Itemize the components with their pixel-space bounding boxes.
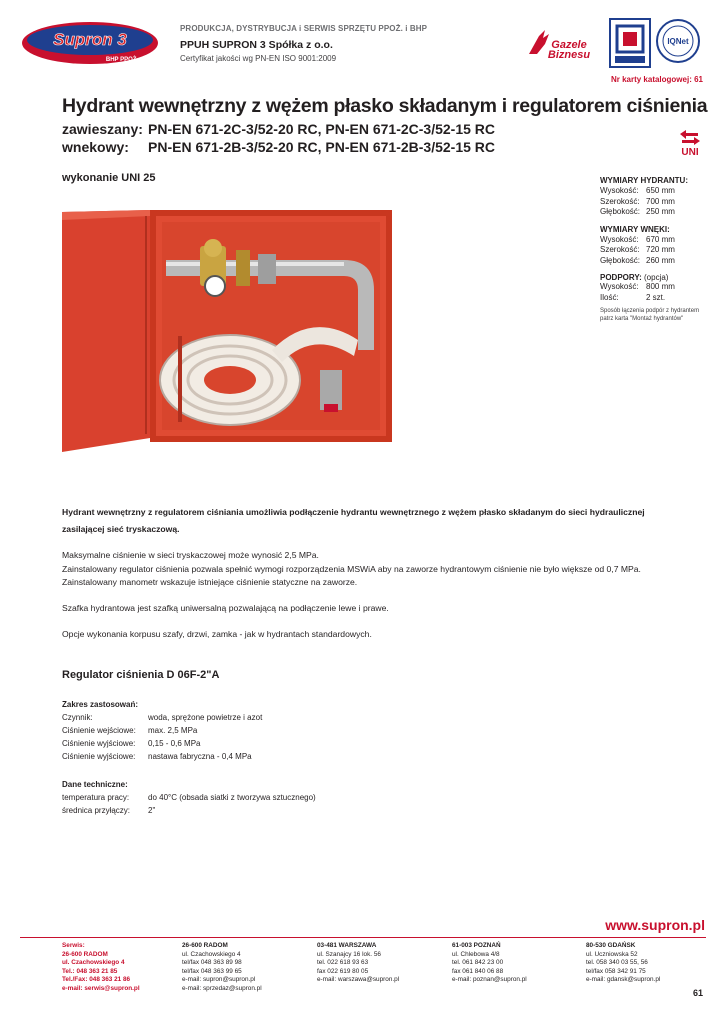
- catalog-number: Nr karty katalogowej: 61: [610, 75, 703, 84]
- footer-line: ul. Czachowskiego 4: [62, 959, 125, 967]
- standard-hanging-label: zawieszany:: [62, 121, 143, 137]
- standard-niche: [62, 139, 495, 155]
- gazele-biznesu-logo: [525, 24, 599, 64]
- row-value: 2": [148, 806, 156, 815]
- footer-gdansk-col: [586, 942, 660, 985]
- row-label: Ciśnienie wyjściowe:: [62, 739, 136, 748]
- intro-paragraph: Hydrant wewnętrzny z regulatorem ciśniania umożliwia podłączenie hydrantu wewnętrznego z wężem płasko składanym do sieci hydraulicznej zasilającej sieć tryskaczową.: [62, 507, 645, 534]
- company-name: PPUH SUPRON 3 Spółka z o.o.: [180, 39, 333, 51]
- variant-label: wykonanie UNI 25: [62, 172, 156, 184]
- standard-niche-label: wnekowy:: [62, 139, 129, 155]
- row-value: woda, sprężone powietrze i azot: [148, 713, 263, 722]
- company-tagline: PRODUKCJA, DYSTRYBUCJA i SERWIS SPRZĘTU PPOŻ. i BHP: [180, 24, 428, 33]
- footer-city: 26-600 RADOM: [182, 942, 228, 949]
- table-row: [62, 724, 262, 737]
- website-link[interactable]: www.supron.pl: [605, 917, 705, 933]
- footer-city: 61-003 POZNAŃ: [452, 942, 501, 949]
- footer-email[interactable]: e-mail: serwis@supron.pl: [62, 984, 140, 992]
- footer-line: fax 061 840 06 88: [452, 967, 504, 975]
- footer-service-col: [62, 942, 140, 994]
- niche-dimensions: [600, 225, 710, 267]
- table-row: [62, 804, 316, 817]
- footer-line: tel. 061 842 23 00: [452, 959, 504, 967]
- supports-dimensions: [600, 273, 710, 303]
- quality-certificate-badge: [609, 18, 651, 68]
- supports-heading: PODPORY:: [600, 273, 642, 282]
- dim-label: Wysokość:: [600, 234, 639, 244]
- footer-email[interactable]: e-mail: gdansk@supron.pl: [586, 976, 661, 984]
- svg-text:IQNet: IQNet: [667, 37, 689, 46]
- hydrant-dimensions: [600, 176, 710, 218]
- row-label: Ciśnienie wyjściowe:: [62, 752, 136, 761]
- standard-niche-value: PN-EN 671-2B-3/52-20 RC, PN-EN 671-2B-3/52-15 RC: [148, 139, 496, 155]
- supron-logo: [20, 20, 160, 66]
- supports-note: Sposób łączenia podpór z hydrantem patrz karta "Montaż hydrantów": [600, 308, 700, 322]
- row-label: Czynnik:: [62, 713, 93, 722]
- footer-line: tel/fax 048 363 89 98: [182, 959, 242, 967]
- dim-value: 250 mm: [646, 207, 675, 216]
- dim-label: Ilość:: [600, 292, 619, 302]
- footer-line: ul. Uczniowska 52: [586, 950, 638, 958]
- uni-coupling-icon: [674, 128, 706, 156]
- dim-label: Głębokość:: [600, 207, 641, 216]
- row-label: Ciśnienie wejściowe:: [62, 726, 136, 735]
- page-title: Hydrant wewnętrzny z wężem płasko składanym i regulatorem ciśnienia: [62, 95, 708, 117]
- footer-line: ul. Szanajcy 16 lok. 56: [317, 950, 381, 958]
- row-value: 0,15 - 0,6 MPa: [148, 739, 201, 748]
- quality-certificate: Certyfikat jakości wg PN-EN ISO 9001:2009: [180, 54, 337, 63]
- niche-dimensions-heading: WYMIARY WNĘKI:: [600, 224, 670, 234]
- table-row: [62, 711, 262, 724]
- iqnet-certificate-badge: [655, 18, 701, 64]
- hydrant-dimensions-heading: WYMIARY HYDRANTU:: [600, 176, 688, 185]
- svg-text:BHP PPOŻ.: BHP PPOŻ.: [105, 57, 139, 63]
- footer-line: ul. Chlebowa 4/8: [452, 950, 500, 958]
- footer-radom-col: [182, 942, 262, 994]
- scope-heading: Zakres zastosowań:: [62, 700, 139, 709]
- footer-line: tel/fax 048 363 99 65: [182, 967, 242, 975]
- footer-line: 26-600 RADOM: [62, 950, 108, 958]
- dim-label: Głębokość:: [600, 255, 641, 265]
- footer-line: tel. 058 340 03 55, 56: [586, 959, 648, 967]
- supports-heading-suffix: (opcja): [644, 273, 669, 282]
- footer-city: 03-481 WARSZAWA: [317, 942, 377, 949]
- regulator-title: Regulator ciśnienia D 06F-2"A: [62, 669, 220, 681]
- tech-heading: Dane techniczne:: [62, 780, 128, 789]
- dim-value: 2 szt.: [646, 292, 666, 302]
- paragraph-line: Zainstalowany regulator ciśnienia pozwala spełnić wymogi rozporządzenia MSWiA aby na zaworze hydrantowym ciśnienie nie było większe od 0,7 MPa.: [62, 563, 641, 574]
- svg-text:Biznesu: Biznesu: [547, 49, 591, 61]
- footer-line: ul. Czachowskiego 4: [182, 950, 241, 958]
- footer-line: Tel.: 048 363 21 85: [62, 967, 118, 975]
- pressure-paragraph: [62, 549, 702, 590]
- dim-value: 670 mm: [646, 234, 675, 244]
- dim-value: 800 mm: [646, 282, 675, 291]
- hydrant-photo: [62, 190, 392, 455]
- footer-line: fax 022 619 80 05: [317, 967, 369, 975]
- table-row: [62, 791, 316, 804]
- dim-label: Wysokość:: [600, 186, 639, 195]
- footer-line: tel. 022 618 93 63: [317, 959, 369, 967]
- footer-divider: [20, 937, 706, 938]
- dim-label: Szerokość:: [600, 196, 640, 206]
- dimensions-panel: [600, 176, 710, 323]
- footer-warszawa-col: [317, 942, 399, 985]
- standard-hanging-value: PN-EN 671-2C-3/52-20 RC, PN-EN 671-2C-3/52-15 RC: [148, 121, 496, 137]
- dim-value: 700 mm: [646, 196, 675, 206]
- row-value: nastawa fabryczna - 0,4 MPa: [148, 752, 252, 761]
- footer-email[interactable]: e-mail: warszawa@supron.pl: [317, 976, 400, 984]
- dim-label: Szerokość:: [600, 245, 640, 254]
- cabinet-paragraph: Szafka hydrantowa jest szafką uniwersalną pozwalającą na podłączenie lewe i prawe.: [62, 603, 389, 613]
- tech-table: [62, 791, 316, 817]
- row-value: max. 2,5 MPa: [148, 726, 198, 735]
- dim-value: 260 mm: [646, 255, 675, 265]
- footer-city: 80-530 GDAŃSK: [586, 942, 636, 949]
- options-paragraph: Opcje wykonania korpusu szafy, drzwi, zamka - jak w hydrantach standardowych.: [62, 629, 372, 639]
- footer-line: tel/fax 058 342 91 75: [586, 967, 646, 975]
- dim-value: 650 mm: [646, 186, 675, 195]
- svg-text:Gazele: Gazele: [551, 39, 587, 51]
- row-label: średnica przyłączy:: [62, 806, 131, 815]
- dim-value: 720 mm: [646, 245, 675, 254]
- paragraph-line: Zainstalowany manometr wskazuje istniejące ciśnienie statyczne na zaworze.: [62, 577, 358, 587]
- standard-hanging: [62, 121, 495, 137]
- footer-email[interactable]: e-mail: sprzedaz@supron.pl: [182, 984, 262, 992]
- paragraph-line: Maksymalne ciśnienie w sieci tryskaczowej może wynosić 2,5 MPa.: [62, 550, 319, 560]
- dim-label: Wysokość:: [600, 282, 639, 291]
- footer-line: Serwis:: [62, 942, 85, 949]
- row-label: temperatura pracy:: [62, 793, 130, 802]
- svg-text:UNI: UNI: [681, 147, 699, 156]
- footer-line: Tel./Fax: 048 363 21 86: [62, 976, 131, 984]
- footer-email[interactable]: e-mail: supron@supron.pl: [182, 976, 256, 984]
- svg-text:Supron 3: Supron 3: [53, 30, 127, 49]
- scope-table: [62, 711, 262, 763]
- table-row: [62, 750, 262, 763]
- row-value: do 40°C (obsada siatki z tworzywa sztucznego): [148, 793, 316, 802]
- page-number: 61: [692, 988, 703, 998]
- footer-email[interactable]: e-mail: poznan@supron.pl: [452, 976, 527, 984]
- company-header: [180, 24, 427, 63]
- table-row: [62, 737, 262, 750]
- footer-poznan-col: [452, 942, 527, 985]
